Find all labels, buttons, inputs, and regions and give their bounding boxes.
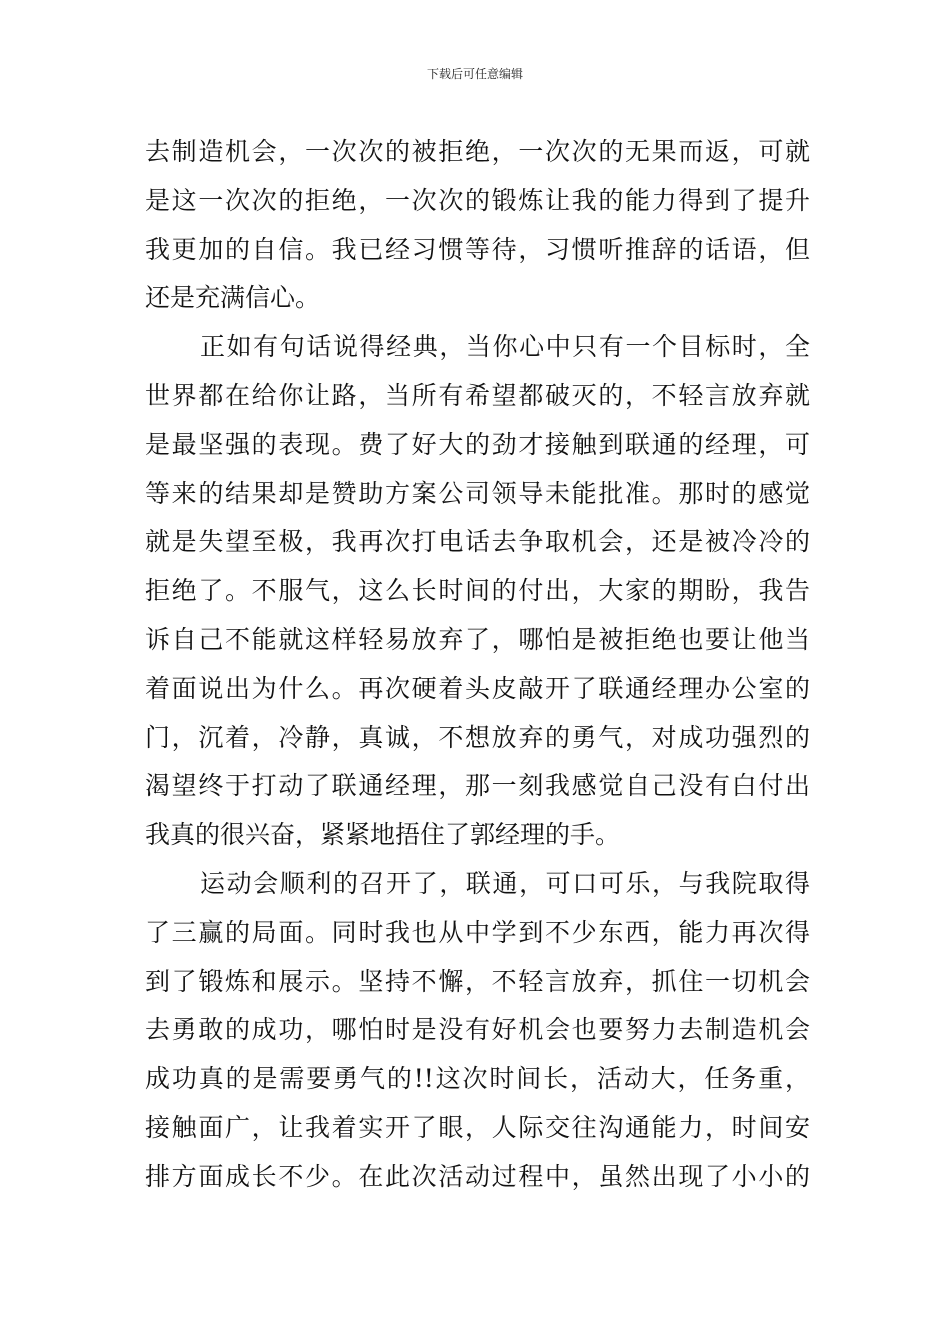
text-line: 门，沉着，冷静，真诚，不想放弃的勇气，对成功强烈的 [145, 722, 810, 752]
page-header: 下载后可任意编辑 [426, 67, 523, 81]
text-line: 拒绝了。不服气，这么长时间的付出，大家的期盼，我告 [145, 576, 810, 606]
text-line: 去制造机会，一次次的被拒绝，一次次的无果而返，可就 [145, 137, 810, 166]
text-line: 诉自己不能就这样轻易放弃了，哪怕是被拒绝也要让他当 [145, 624, 810, 654]
text-line: 我更加的自信。我已经习惯等待，习惯听推辞的话语，但 [145, 234, 810, 264]
text-line: 我真的很兴奋，紧紧地捂住了郭经理的手。 [145, 820, 621, 850]
text-line: 世界都在给你让路，当所有希望都破灭的，不轻言放弃就 [145, 380, 810, 410]
text-line: 成功真的是需要勇气的!!这次时间长，活动大，任务重， [145, 1064, 810, 1094]
text-line: 到了锻炼和展示。坚持不懈，不轻言放弃，抓住一切机会 [145, 966, 810, 996]
text-line: 是这一次次的拒绝，一次次的锻炼让我的能力得到了提升 [145, 185, 810, 215]
text-line: 接触面广，让我着实开了眼，人际交往沟通能力，时间安 [145, 1112, 810, 1142]
text-line: 去勇敢的成功，哪怕时是没有好机会也要努力去制造机会 [145, 1015, 810, 1045]
document-body [145, 128, 810, 1202]
paragraph-first-line: 正如有句话说得经典，当你心中只有一个目标时，全 [200, 332, 810, 362]
text-line: 就是失望至极，我再次打电话去争取机会，还是被冷冷的 [145, 527, 810, 557]
text-line: 渴望终于打动了联通经理，那一刻我感觉自己没有白付出 [145, 771, 810, 801]
text-line: 了三赢的局面。同时我也从中学到不少东西，能力再次得 [145, 917, 810, 947]
text-line: 排方面成长不少。在此次活动过程中，虽然出现了小小的 [145, 1161, 810, 1191]
text-line: 着面说出为什么。再次硬着头皮敲开了联通经理办公室的 [145, 673, 810, 703]
paragraph-first-line: 运动会顺利的召开了，联通，可口可乐，与我院取得 [200, 868, 810, 898]
text-line: 等来的结果却是赞助方案公司领导未能批准。那时的感觉 [145, 478, 810, 508]
text-line: 是最坚强的表现。费了好大的劲才接触到联通的经理，可 [145, 429, 810, 459]
text-line: 还是充满信心。 [145, 283, 321, 313]
